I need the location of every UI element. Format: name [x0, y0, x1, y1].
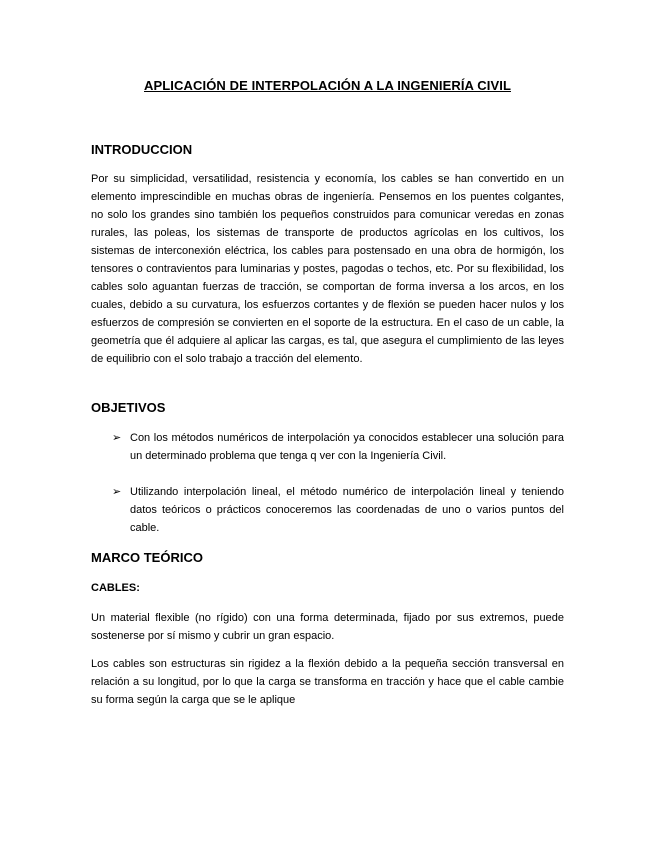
objetivo-text-1: Con los métodos numéricos de interpolación ya conocidos establecer una solución para un determinado problema que tenga q ver con la Ingeniería Civil. [130, 432, 564, 462]
introduccion-heading: INTRODUCCION [91, 142, 193, 157]
objetivos-heading: OBJETIVOS [91, 400, 166, 415]
arrow-bullet-icon: ➢ [112, 432, 122, 444]
cables-subheading: CABLES: [91, 582, 140, 594]
arrow-bullet-icon: ➢ [112, 486, 122, 498]
document-title: APLICACIÓN DE INTERPOLACIÓN A LA INGENIERÍA CIVIL [144, 78, 511, 93]
marco-teorico-heading: MARCO TEÓRICO [91, 550, 203, 565]
marco-paragraph-1: Un material flexible (no rígido) con una forma determinada, fijado por sus extremos, puede sostenerse por sí mismo y cubrir un gran espacio. [91, 612, 564, 642]
objetivo-text-2: Utilizando interpolación lineal, el método numérico de interpolación lineal y teniendo datos teóricos o prácticos conoceremos las coordenadas de uno o varios puntos del cable. [130, 486, 564, 534]
marco-paragraph-2: Los cables son estructuras sin rigidez a la flexión debido a la pequeña sección transversal en relación a su longitud, por lo que la carga se transforma en tracción y hace que el cable cambie su forma según la carga que se le aplique [91, 658, 564, 706]
introduccion-paragraph: Por su simplicidad, versatilidad, resistencia y economía, los cables se han convertido en un elemento imprescindible en muchas obras de ingeniería. Pensemos en los puentes colgantes, no solo los grandes sino también los pequeños construidos para comunicar veredas en zonas rurales, las poleas, los sistemas de transporte de productos agrícolas en los cultivos, los sistemas de interconexión eléctrica, los cables para postensado en una obra de hormigón, los tensores o contravientos para luminarias y postes, pagodas o techos, etc. Por su flexibilidad, los cables solo aguantan fuerzas de tracción, se comportan de forma inversa a los arcos, en los cuales, debido a su curvatura, los esfuerzos cortantes y de flexión se pueden hacer nulos y los esfuerzos de compresión se convierten en el soporte de la estructura. En el caso de un cable, la geometría que él adquiere al aplicar las cargas, es tal, que asegura el cumplimiento de las leyes de equilibrio con el solo trabajo a tracción del elemento. [91, 173, 564, 365]
